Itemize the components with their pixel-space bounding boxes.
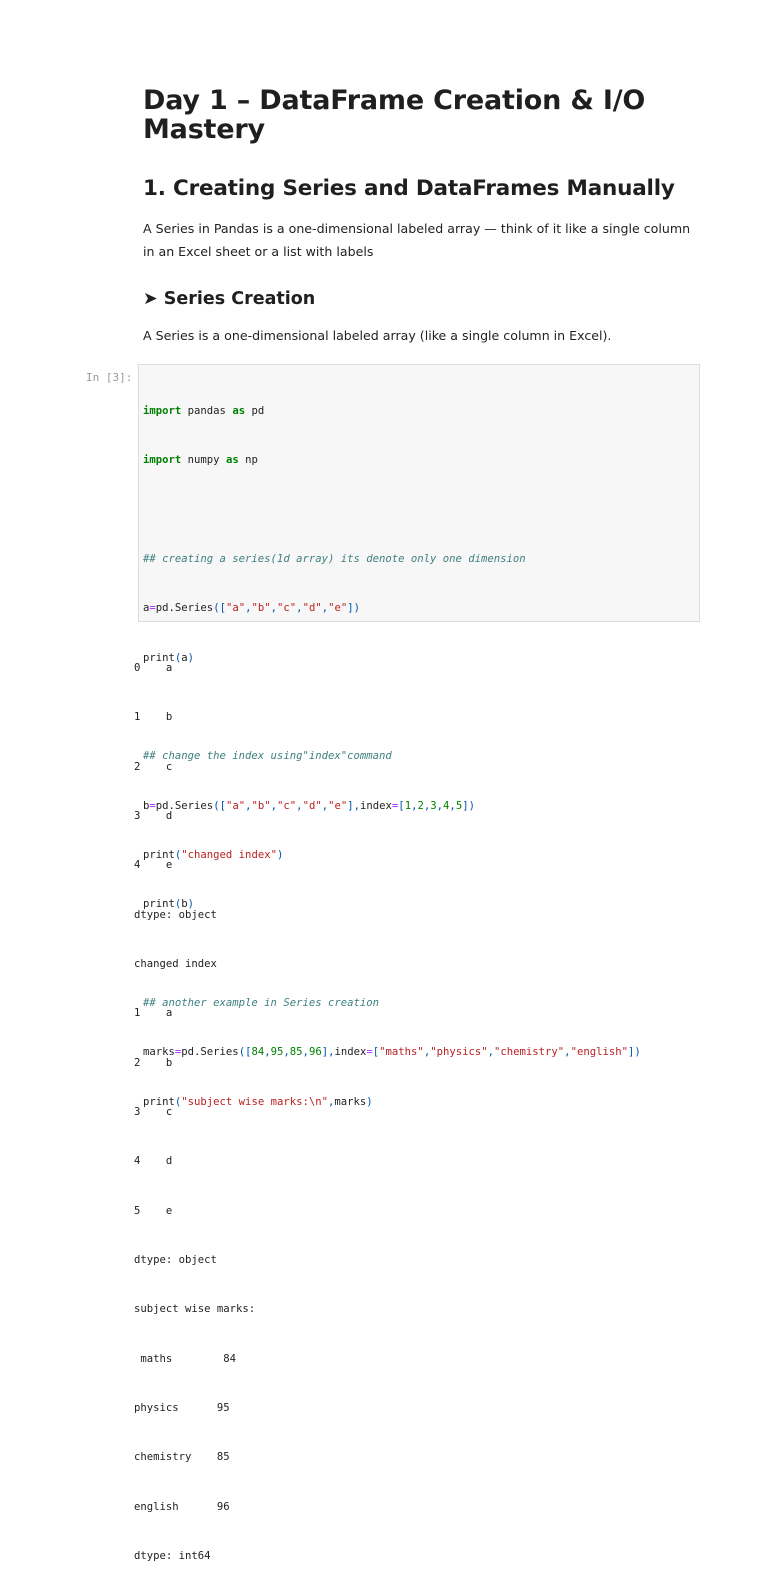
code-line: print(b) <box>143 898 195 911</box>
code-line: ## creating a series(1d array) its denote only one dimension <box>143 552 526 565</box>
output-line: physics 95 <box>134 1402 230 1415</box>
code-line: a=pd.Series(["a","b","c","d","e"]) <box>143 602 361 615</box>
code-line: b=pd.Series(["a","b","c","d","e"],index=[1,2,3,4,5]) <box>143 799 475 812</box>
output-line: chemistry 85 <box>134 1451 230 1464</box>
cell-prompt: In [3]: <box>86 371 133 384</box>
output-line: 4 d <box>134 1155 173 1168</box>
output-line: changed index <box>134 957 217 970</box>
sub-heading: ➤ Series Creation <box>143 289 316 309</box>
code-line: print("subject wise marks:\n",marks) <box>143 1095 373 1108</box>
code-line: marks=pd.Series([84,95,85,96],index=["maths","physics","chemistry","english"]) <box>143 1046 641 1059</box>
output-line: 3 c <box>134 1106 173 1118</box>
output-line: 1 a <box>134 1007 173 1020</box>
code-line: ## another example in Series creation <box>143 997 379 1010</box>
code-line: import pandas as pd <box>143 404 265 417</box>
cell-output <box>134 627 255 1581</box>
output-line: maths 84 <box>134 1352 237 1365</box>
output-line: 1 b <box>134 711 173 724</box>
output-line: dtype: int64 <box>134 1550 211 1563</box>
output-line: 2 b <box>134 1056 173 1069</box>
output-line: 3 d <box>134 809 173 822</box>
output-line: dtype: object <box>134 908 217 921</box>
code-line: print("changed index") <box>143 849 284 861</box>
output-line: dtype: object <box>134 1254 217 1267</box>
code-line: import numpy as np <box>143 454 258 467</box>
output-line: english 96 <box>134 1500 230 1513</box>
output-line: 5 e <box>134 1204 173 1217</box>
intro-paragraph: A Series in Pandas is a one-dimensional labeled array — think of it like a single column in an Excel sheet or a list with labels <box>143 221 691 259</box>
notebook-title: Day 1 – DataFrame Creation & I/O Mastery <box>143 85 646 145</box>
output-line: 0 a <box>134 661 173 674</box>
sub-paragraph: A Series is a one-dimensional labeled array (like a single column in Excel). <box>143 328 612 343</box>
output-line: 4 e <box>134 859 173 872</box>
output-line: 2 c <box>134 760 173 773</box>
code-line <box>143 502 641 518</box>
output-line: subject wise marks: <box>134 1303 256 1316</box>
code-line: ## change the index using"index"command <box>143 750 392 763</box>
code-line: print(a) <box>143 651 195 664</box>
section-heading: 1. Creating Series and DataFrames Manually <box>143 176 675 201</box>
